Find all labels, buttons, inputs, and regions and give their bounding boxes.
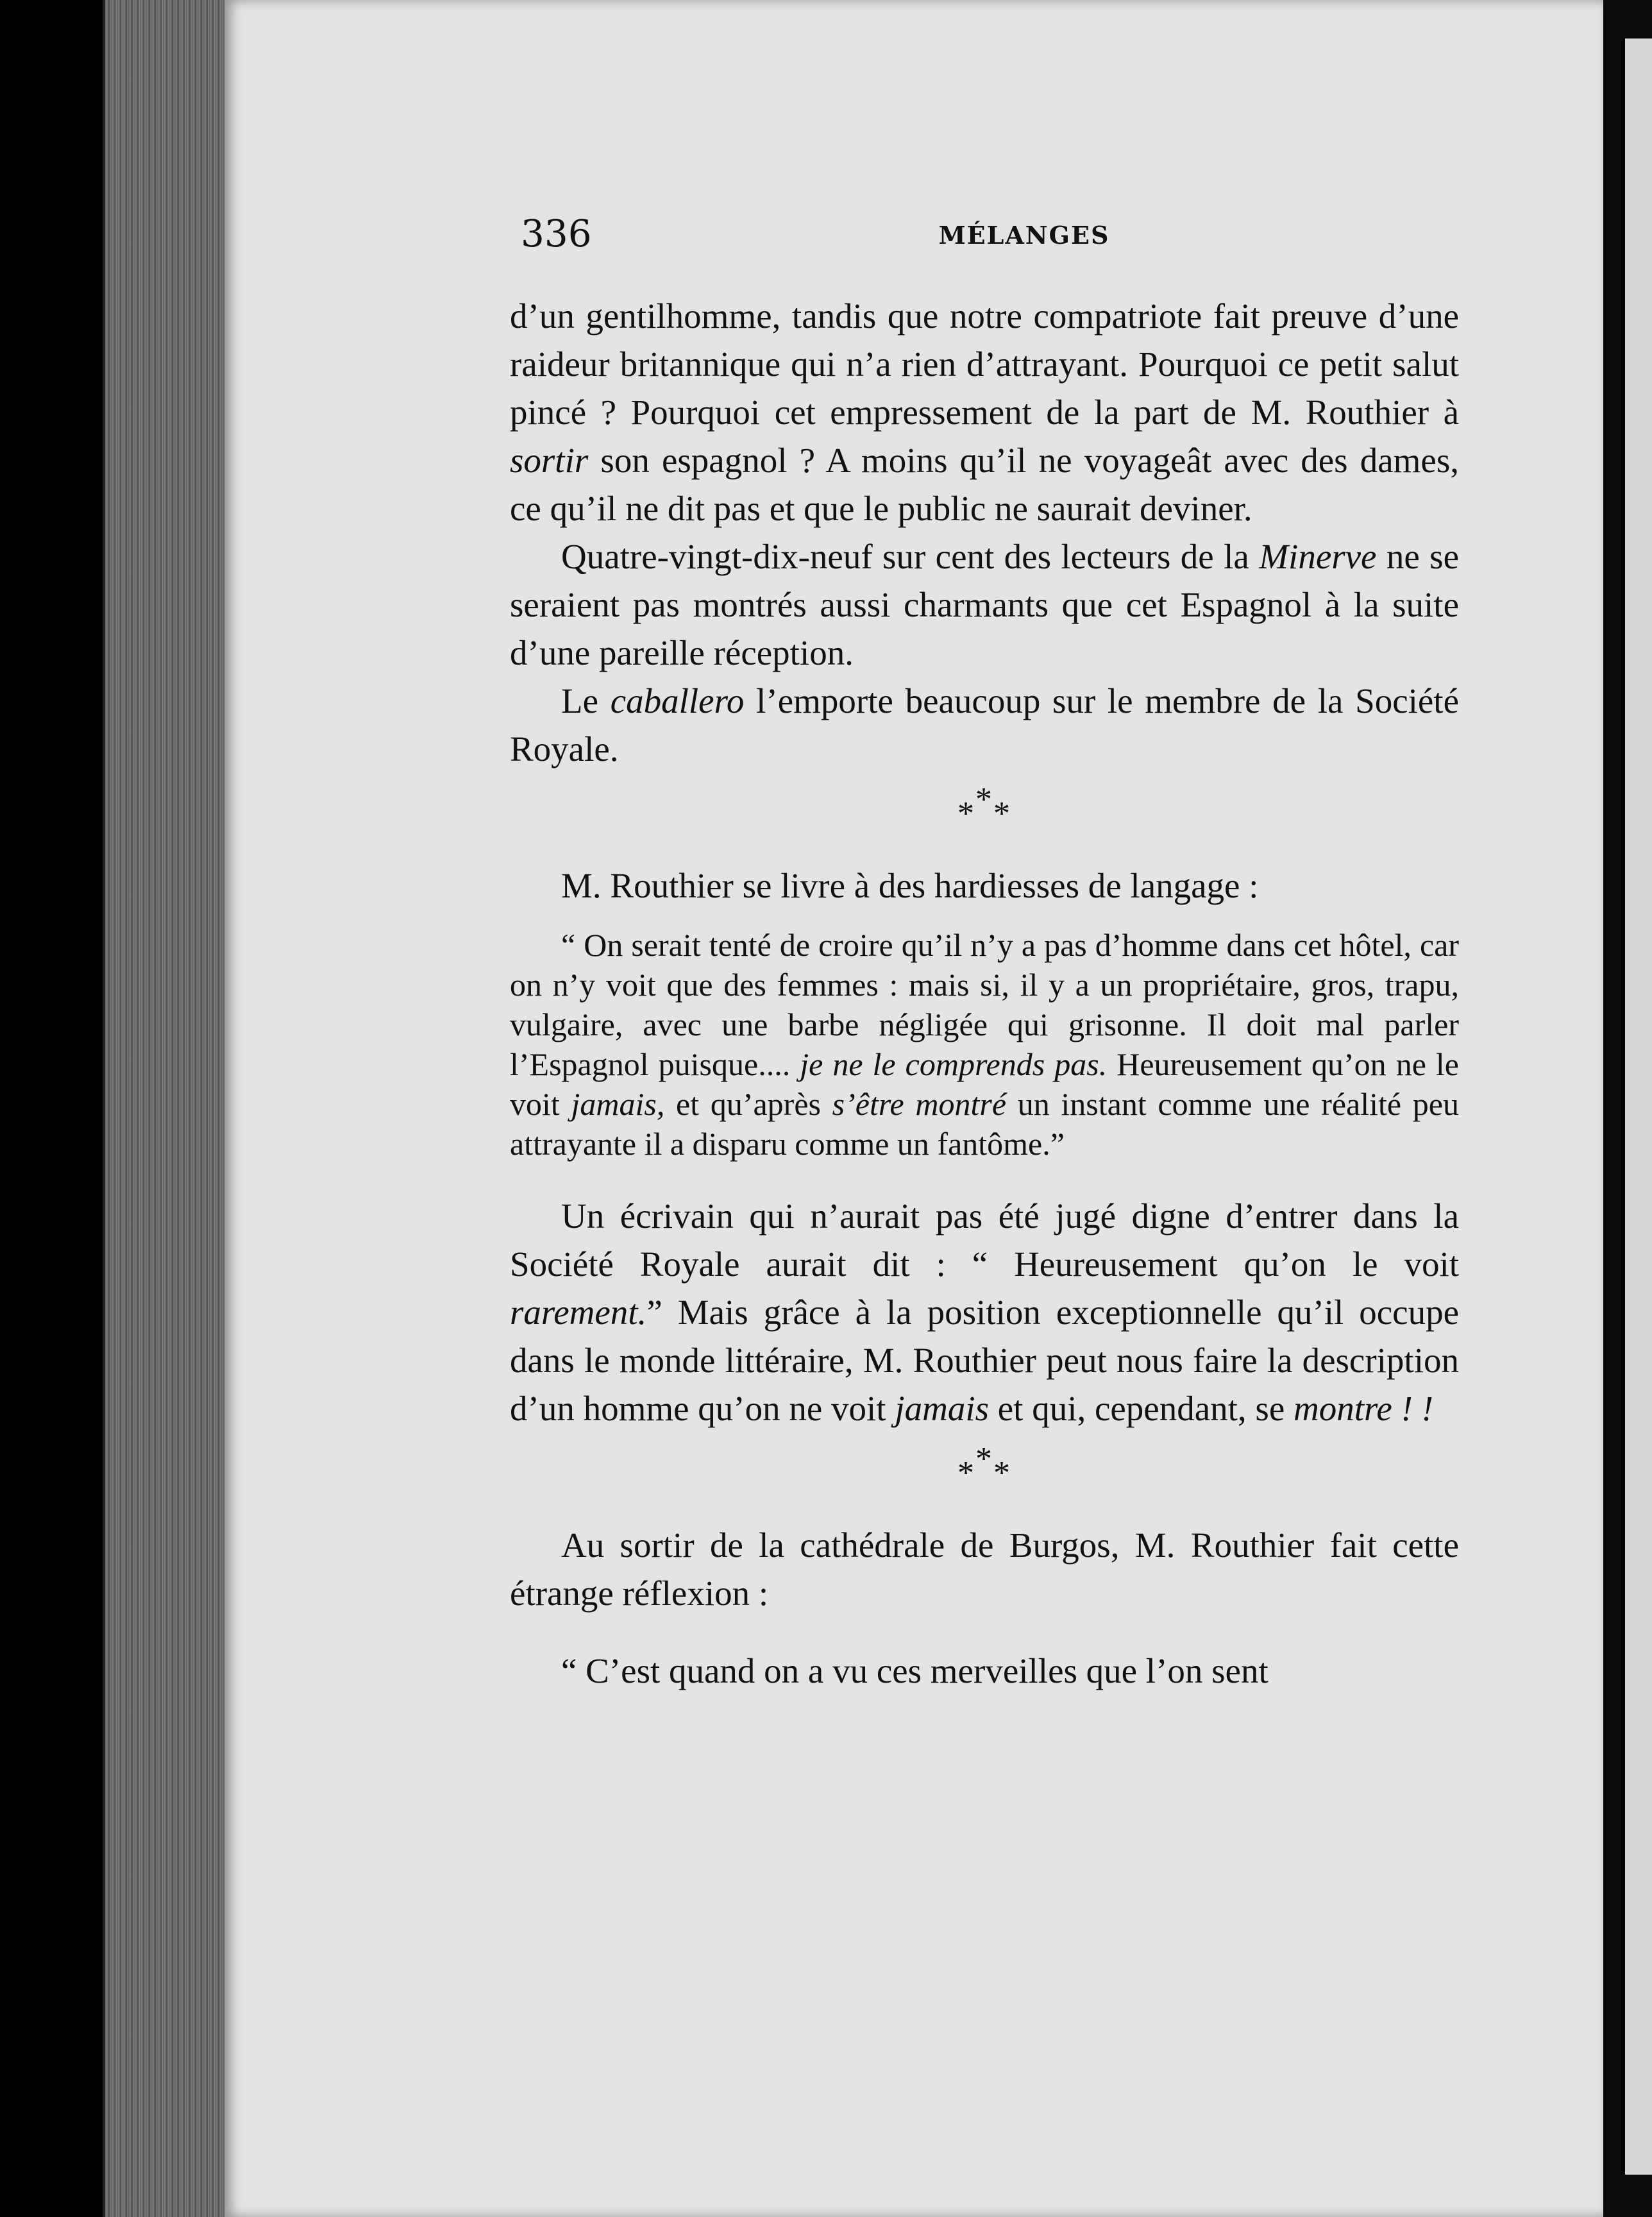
body-text — [510, 292, 1459, 1695]
section-break-asterism: *** — [957, 1441, 1011, 1491]
italic-word: caballero — [610, 681, 745, 720]
page-header: MÉLANGES — [938, 221, 1110, 250]
block-quote-1: “ On serait tenté de croire qu’il n’y a pas d’homme dans cet hôtel, car on n’y voit que des femmes : mais si, il y a un propriétaire, gros, trapu, vulgaire, avec une barbe négligée qui grisonne. Il doit mal parler l’Espagnol puisque.... je ne le comprends pas. Heureusement qu’on ne le voit jamais, et qu’après s’être montré un instant comme une réalité peu attrayante il a disparu comme un fantôme.” — [510, 927, 1459, 1162]
running-head — [521, 212, 1451, 263]
italic-word: sortir — [510, 441, 589, 480]
section-break-asterism: *** — [957, 781, 1011, 832]
paragraph-6: Au sortir de la cathédrale de Burgos, M. Routhier fait cette étrange réflexion : — [510, 1525, 1459, 1613]
book-page-edges — [103, 0, 227, 2217]
paragraph-5: Un écrivain qui n’aurait pas été jugé digne d’entrer dans la Société Royale aurait dit : “ Heureusement qu’on le voit rarement.” Mais grâce à la position exceptionnelle qu’il occupe dans le monde littéraire, M. Routhier peut nous faire la description d’un homme qu’on ne voit jamais et qui, cependant, se montre ! ! — [510, 1196, 1459, 1428]
block-quote-2: “ C’est quand on a vu ces merveilles que l’on sent — [561, 1651, 1268, 1690]
page-number: 336 — [521, 212, 592, 255]
paragraph-4: M. Routhier se livre à des hardiesses de langage : — [561, 866, 1259, 905]
paragraph-2: Quatre-vingt-dix-neuf sur cent des lecteurs de la Minerve ne se seraient pas montrés aussi charmants que cet Espagnol à la suite d’une pareille réception. — [510, 537, 1459, 672]
italic-word: Minerve — [1259, 537, 1377, 576]
paragraph-1: d’un gentilhomme, tandis que notre compatriote fait preuve d’une raideur britannique qui n’a rien d’attrayant. Pourquoi ce petit salut pincé ? Pourquoi cet empressement de la part de M. Routhier à sortir son espagnol ? A moins qu’il ne voyageât avec des dames, ce qu’il ne dit pas et que le public ne saurait deviner. — [510, 296, 1459, 528]
paragraph-3: Le caballero l’emporte beaucoup sur le membre de la Société Royale. — [510, 681, 1459, 769]
next-page-edge — [1621, 38, 1652, 2175]
